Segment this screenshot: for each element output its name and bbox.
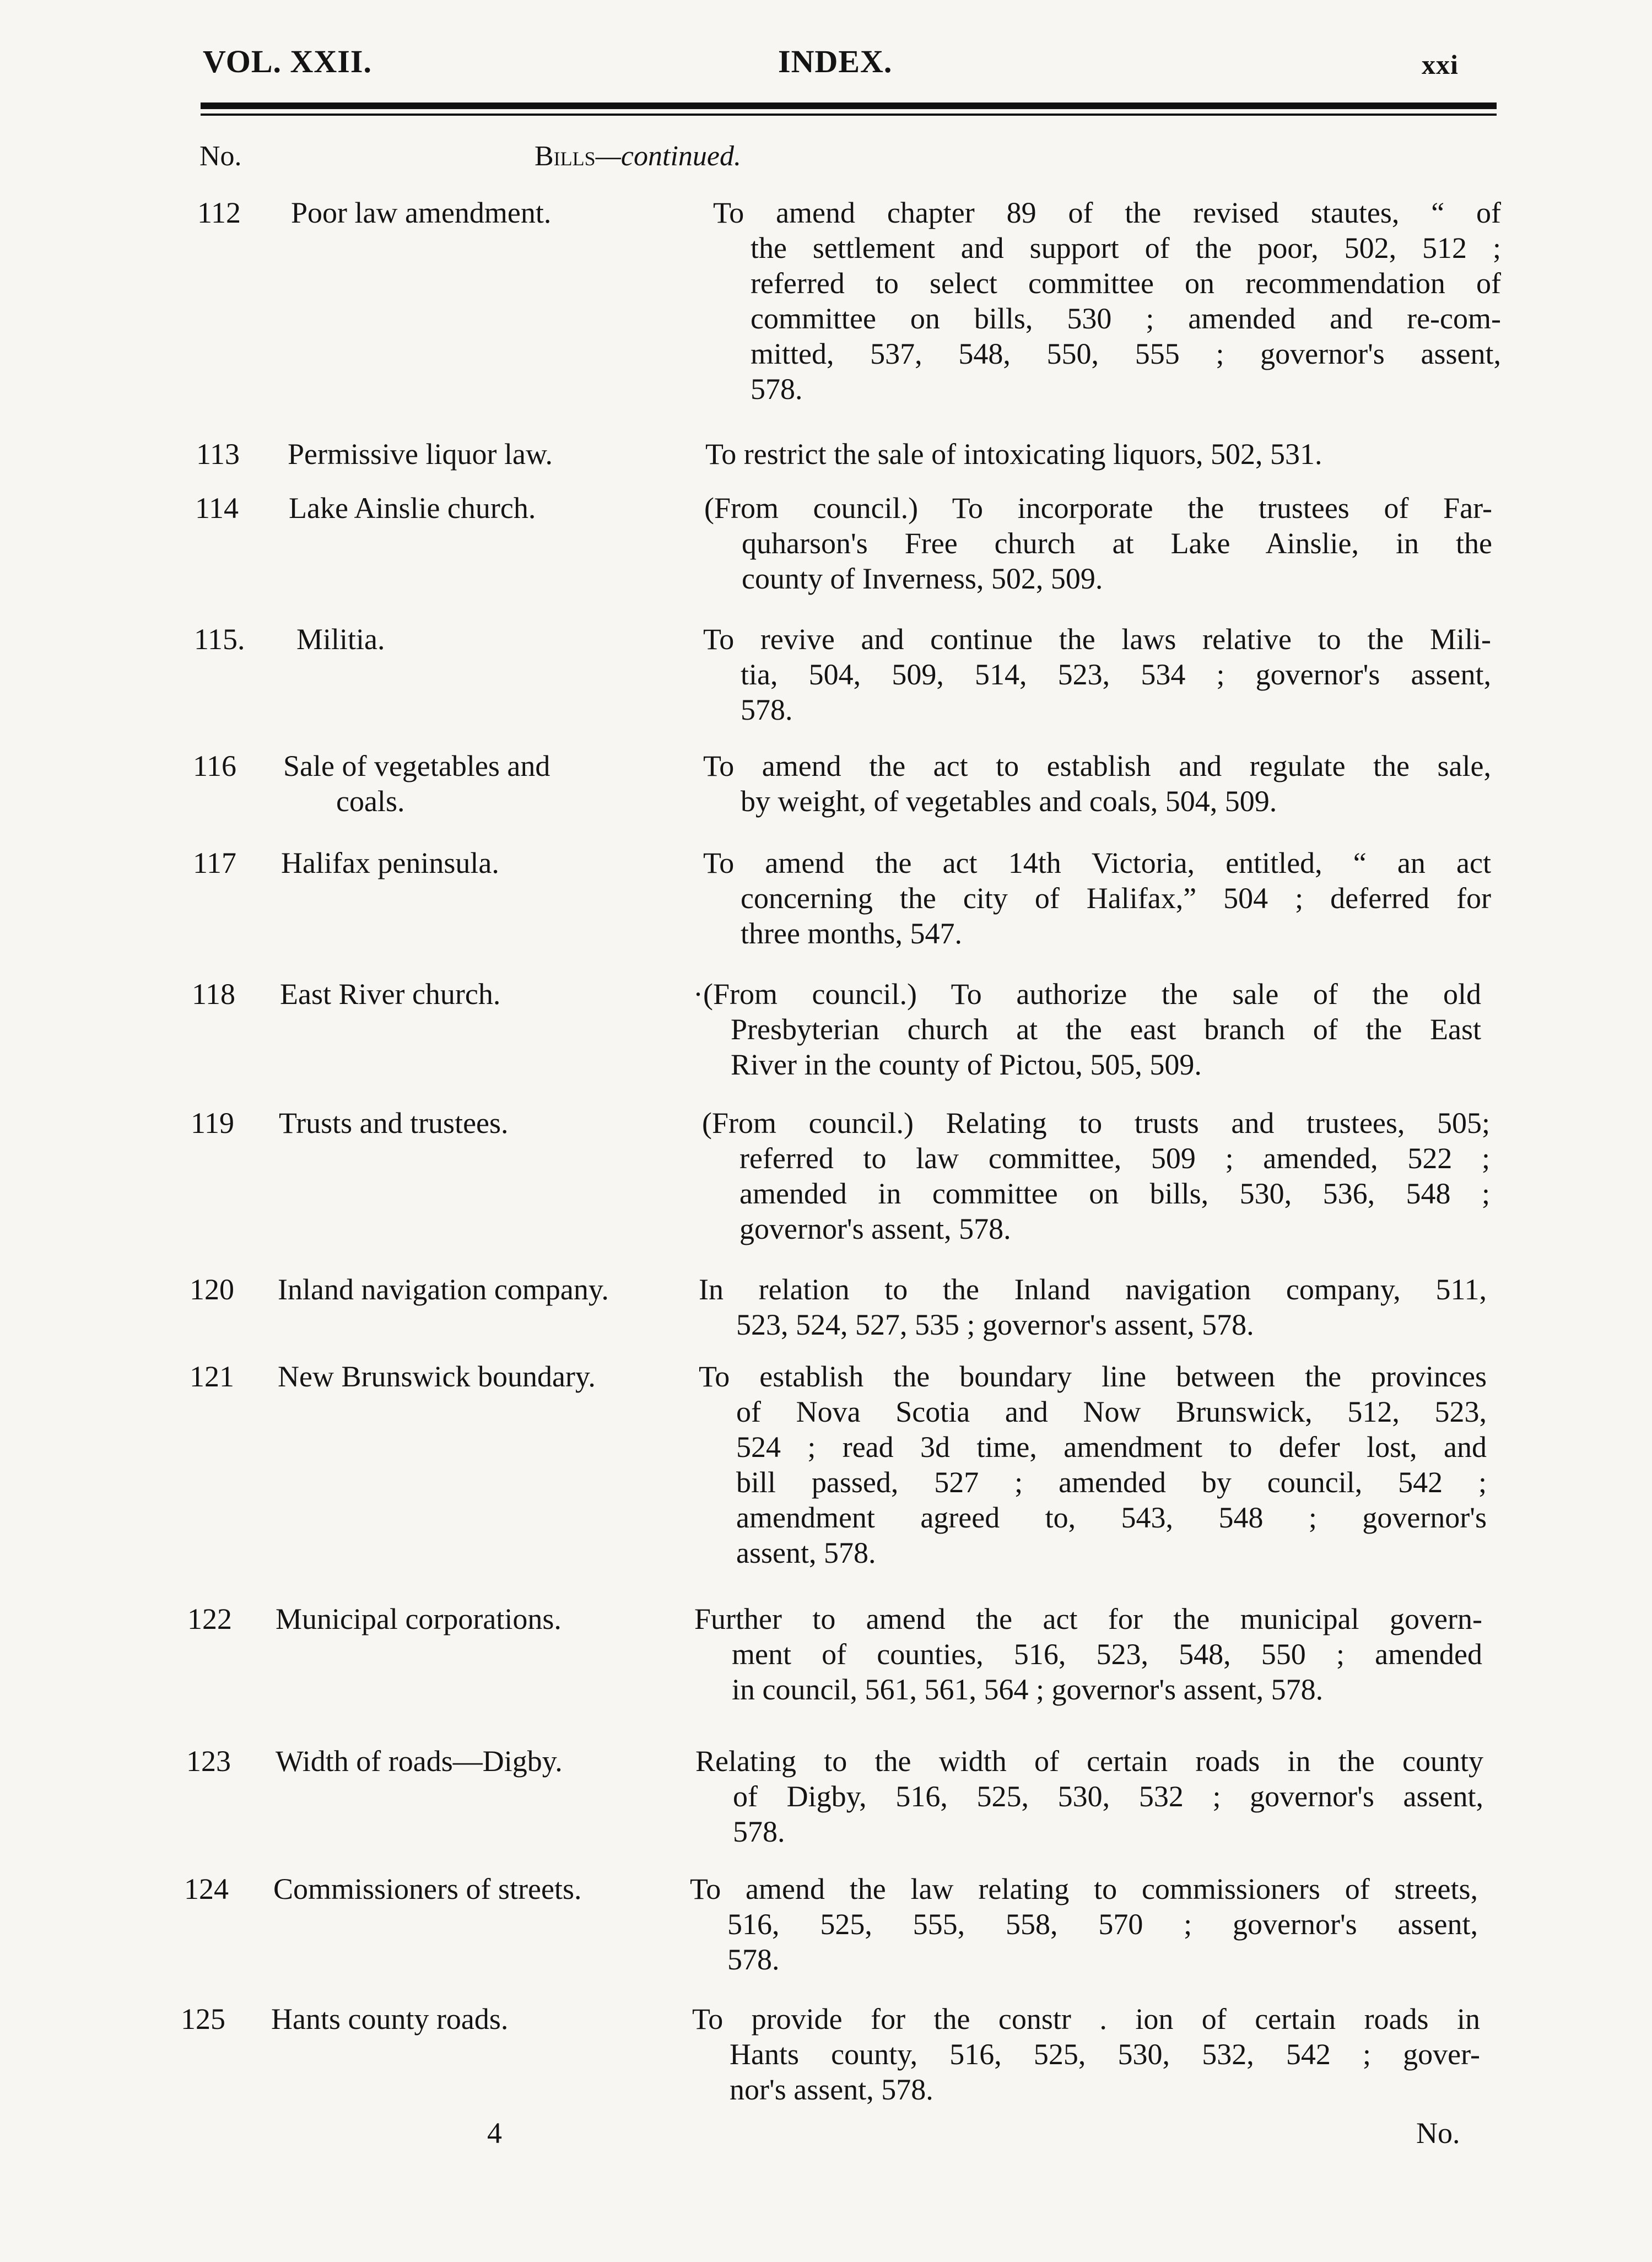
bill-title-line: Hants county roads. xyxy=(271,2002,509,2036)
bill-description xyxy=(693,976,1481,1082)
bill-title-line: Inland navigation company. xyxy=(278,1273,609,1306)
bill-title xyxy=(276,1743,694,1779)
column-head-number: No. xyxy=(199,141,242,172)
bill-description xyxy=(703,845,1491,951)
bill-title-line: East River church. xyxy=(280,978,501,1011)
bill-number: 123 xyxy=(186,1745,231,1778)
bill-title xyxy=(283,748,702,819)
bill-title xyxy=(278,1359,697,1394)
bill-title-line: Permissive liquor law. xyxy=(288,438,553,471)
bill-description-line: To provide for the constr . ion of certain roads in xyxy=(692,2002,1480,2036)
bill-title xyxy=(289,490,708,526)
bill-description-line: 516, 525, 555, 558, 570 ; governor's assent, xyxy=(727,1908,1478,1941)
header-rule-thick xyxy=(201,102,1497,109)
bill-description xyxy=(713,195,1501,407)
bill-title xyxy=(288,436,706,472)
bill-description xyxy=(699,1359,1487,1570)
bill-description-line: To amend the act 14th Victoria, entitled, “ an act xyxy=(703,846,1491,879)
bill-title xyxy=(291,195,710,230)
column-head-section xyxy=(535,140,741,172)
bill-description-line: referred to select committee on recommendation of xyxy=(751,267,1501,300)
bill-description-line: To restrict the sale of intoxicating liquors, 502, 531. xyxy=(705,438,1322,471)
bill-description-line: To amend the act to establish and regulate the sale, xyxy=(703,749,1491,782)
bill-description-line: the settlement and support of the poor, 502, 512 ; xyxy=(751,231,1501,264)
bill-description-line: River in the county of Pictou, 505, 509. xyxy=(731,1048,1202,1081)
bill-title xyxy=(281,845,700,881)
bill-title-line: Halifax peninsula. xyxy=(281,846,499,879)
bill-description-line: mitted, 537, 548, 550, 555 ; governor's assent, xyxy=(751,337,1501,370)
bill-number: 119 xyxy=(191,1106,234,1140)
bill-number: 117 xyxy=(193,846,236,879)
bill-description xyxy=(695,1743,1483,1849)
bill-description xyxy=(704,490,1492,596)
bill-title-line: Municipal corporations. xyxy=(276,1602,562,1635)
bill-description-line: 578. xyxy=(751,372,803,406)
bill-description xyxy=(705,436,1493,472)
section-continued: —continued. xyxy=(595,141,741,172)
bill-description-line: amended in committee on bills, 530, 536, 548 ; xyxy=(739,1177,1490,1210)
bill-description-line: assent, 578. xyxy=(736,1536,876,1569)
bill-description-line: county of Inverness, 502, 509. xyxy=(742,562,1103,595)
bill-title-line: New Brunswick boundary. xyxy=(278,1360,596,1393)
bill-number: 115. xyxy=(194,623,245,656)
bill-title xyxy=(280,976,699,1012)
bill-description-line: amendment agreed to, 543, 548 ; governor's xyxy=(736,1501,1487,1534)
bill-description-line: 523, 524, 527, 535 ; governor's assent, 578. xyxy=(736,1308,1254,1341)
section-name: Bills xyxy=(535,141,596,172)
bill-description-line: 578. xyxy=(741,693,793,726)
catchword: No. xyxy=(1416,2117,1460,2150)
bill-title xyxy=(276,1601,694,1637)
bill-description-line: tia, 504, 509, 514, 523, 534 ; governor's assent, xyxy=(741,658,1491,691)
bill-description-line: quharson's Free church at Lake Ainslie, in the xyxy=(742,527,1492,560)
bill-title-line: Sale of vegetables and xyxy=(283,749,550,782)
bill-description xyxy=(703,748,1491,819)
bill-title-line: Trusts and trustees. xyxy=(279,1106,509,1140)
bill-number: 114 xyxy=(195,492,239,525)
bill-description-line: Hants county, 516, 525, 530, 532, 542 ; gover- xyxy=(730,2038,1480,2071)
bill-description-line: of Digby, 516, 525, 530, 532 ; governor's assent, xyxy=(733,1780,1483,1813)
bill-description-line: In relation to the Inland navigation company, 511, xyxy=(699,1273,1487,1306)
bill-description-line: nor's assent, 578. xyxy=(730,2073,933,2106)
bill-title-line: Commissioners of streets. xyxy=(273,1872,582,1905)
bill-title-line: Poor law amendment. xyxy=(291,196,552,229)
bill-description-line: Further to amend the act for the municipal govern- xyxy=(694,1602,1482,1635)
bill-description-line: To amend chapter 89 of the revised stautes, “ of xyxy=(713,196,1501,229)
bill-number: 122 xyxy=(187,1602,232,1635)
bill-description-line: concerning the city of Halifax,” 504 ; deferred for xyxy=(741,882,1491,915)
bill-description xyxy=(702,1105,1490,1246)
bill-description xyxy=(694,1601,1482,1707)
bill-number: 113 xyxy=(196,438,240,471)
bill-description-line: 524 ; read 3d time, amendment to defer lost, and xyxy=(736,1430,1487,1464)
bill-number: 112 xyxy=(197,196,241,229)
bill-title xyxy=(279,1105,698,1141)
bill-description-line: governor's assent, 578. xyxy=(739,1212,1011,1245)
bill-description-line: Presbyterian church at the east branch of the East xyxy=(731,1013,1481,1046)
bill-title-line: coals. xyxy=(336,785,405,818)
bill-title xyxy=(271,2001,690,2037)
header-rule-thin xyxy=(201,114,1497,116)
running-head-title: INDEX. xyxy=(778,44,893,79)
bill-title xyxy=(278,1272,697,1307)
bill-description-line: by weight, of vegetables and coals, 504, 509. xyxy=(741,785,1277,818)
bill-number: 120 xyxy=(190,1273,234,1306)
bill-description-line: Relating to the width of certain roads in the county xyxy=(695,1745,1483,1778)
bill-description-line: ·(From council.) To authorize the sale of the old xyxy=(693,978,1481,1011)
bill-description-line: bill passed, 527 ; amended by council, 542 ; xyxy=(736,1466,1487,1499)
bill-description-line: in council, 561, 561, 564 ; governor's assent, 578. xyxy=(732,1673,1324,1706)
bill-title-line: Militia. xyxy=(296,623,385,656)
bill-title xyxy=(296,622,715,657)
bill-title xyxy=(273,1871,692,1907)
bill-number: 116 xyxy=(193,749,236,782)
bill-description-line: committee on bills, 530 ; amended and re-com- xyxy=(751,302,1501,335)
bill-description-line: To revive and continue the laws relative to the Mili- xyxy=(703,623,1491,656)
bill-description xyxy=(703,622,1491,727)
bill-description-line: 578. xyxy=(733,1815,785,1848)
bill-title-line: Lake Ainslie church. xyxy=(289,492,536,525)
bill-number: 121 xyxy=(190,1360,234,1393)
bill-number: 125 xyxy=(181,2002,225,2036)
bill-number: 124 xyxy=(184,1872,229,1905)
running-head-volume: VOL. XXII. xyxy=(203,44,372,79)
bill-description-line: three months, 547. xyxy=(741,917,962,950)
bill-description-line: (From council.) Relating to trusts and trustees, 505; xyxy=(702,1106,1490,1140)
bill-description-line: 578. xyxy=(727,1943,780,1976)
bill-description-line: To establish the boundary line between the provinces xyxy=(699,1360,1487,1393)
bill-number: 118 xyxy=(192,978,235,1011)
bill-description xyxy=(690,1871,1478,1977)
bill-description-line: To amend the law relating to commissioners of streets, xyxy=(690,1872,1478,1905)
signature-mark: 4 xyxy=(487,2117,502,2150)
bill-description-line: (From council.) To incorporate the trustees of Far- xyxy=(704,492,1492,525)
bill-description-line: ment of counties, 516, 523, 548, 550 ; amended xyxy=(732,1638,1482,1671)
bill-description-line: referred to law committee, 509 ; amended, 522 ; xyxy=(739,1142,1490,1175)
bill-description xyxy=(692,2001,1480,2107)
page-number: xxi xyxy=(1422,49,1459,80)
bill-description-line: of Nova Scotia and Now Brunswick, 512, 523, xyxy=(736,1395,1487,1428)
bill-title-line: Width of roads—Digby. xyxy=(276,1745,563,1778)
bill-description xyxy=(699,1272,1487,1342)
